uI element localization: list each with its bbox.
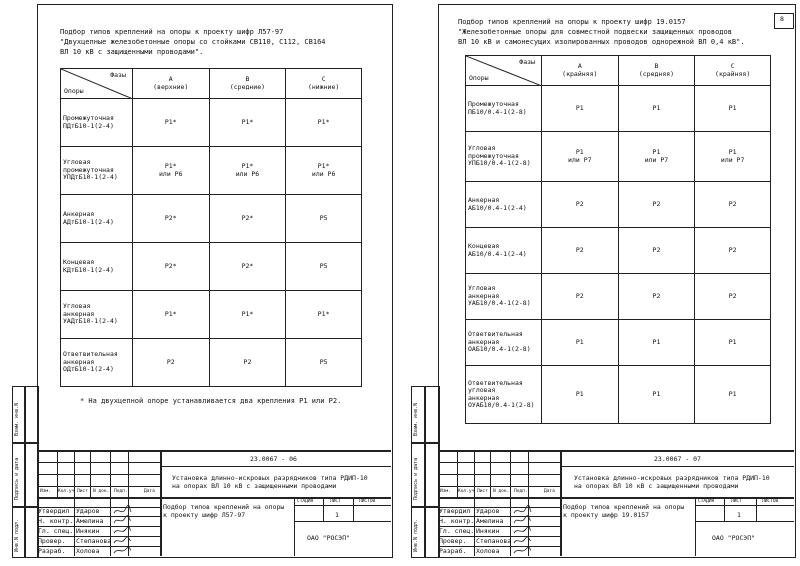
right-stamp-doc: Подбор типов креплений на опоры к проекту шифр 19.0157 [563, 503, 685, 519]
table-row: Ответвительная анкерная ОДтБ10-1(2-4) Р2 Р2 Р5 [61, 339, 362, 387]
page-number-box [774, 13, 794, 29]
name-label: Степанова [476, 537, 512, 545]
name-label: Инякин [476, 527, 500, 535]
left-stamp-doc: Подбор типов креплений на опоры к проекту шифр Л57-97 [163, 503, 285, 519]
left-stamp-code: 23.0067 - 06 [250, 455, 297, 463]
right-header-2: "Железобетонные опоры для совместной подвески защищенных проводов [458, 28, 732, 36]
left-side-box-6 [24, 506, 39, 558]
table-row: Концевая КДтБ10-1(2-4) Р2* Р2* Р5 [61, 243, 362, 291]
rev-col-label: Изм. [440, 489, 451, 494]
rev-col-label: Дата [144, 489, 155, 494]
left-corner-top: Фазы [110, 71, 126, 79]
rev-col-label: Кол.уч [458, 489, 475, 494]
left-header-3: ВЛ 10 кВ с защищенными проводами". [60, 48, 204, 56]
role-label: Разраб. [439, 547, 467, 555]
stamp-sheet-label: ЛИСТ [731, 499, 742, 504]
rev-col-label: Дата [544, 489, 555, 494]
table-row: Угловая анкерная УАБ10/0.4-1(2-8) Р2 Р2 Р2 [466, 274, 771, 320]
role-label: Провер. [38, 537, 66, 545]
name-label: Степанова [76, 537, 112, 545]
left-stamp-title: Установка длинно-искровых разрядников типа РДИП-10 на опорах ВЛ 10 кВ с защищенными проводами [172, 474, 368, 490]
rev-col-label: Подп. [514, 489, 528, 494]
right-signatures [512, 505, 532, 555]
right-sheet [402, 0, 800, 566]
right-corner-cell [466, 56, 542, 86]
role-label: Разраб. [38, 547, 66, 555]
stamp-stage-label: СТАДИЯ [698, 499, 715, 504]
right-side-box-2 [424, 386, 440, 444]
rev-col-label: Лист [477, 489, 488, 494]
right-stamp-title: Установка длинно-искровых разрядников типа РДИП-10 на опорах ВЛ 10 кВ с защищенными проводами [574, 474, 770, 490]
stamp-stage-label: СТАДИЯ [297, 499, 314, 504]
right-corner-top: Фазы [519, 58, 535, 66]
right-side-label-2: Подпись и дата [413, 457, 419, 500]
right-stamp-org: ОАО "РОСЭП" [712, 534, 756, 542]
right-side-label-1: Взам. инв.N [413, 402, 419, 436]
right-header-1: Подбор типов креплений на опоры к проекту шифр 19.0157 [458, 18, 686, 26]
right-side-label-3: Инв.N подл. [413, 518, 419, 552]
left-side-box-2 [24, 386, 39, 444]
table-row: Анкерная АБ10/0.4-1(2-4) Р2 Р2 Р2 [466, 182, 771, 228]
left-header-1: Подбор типов креплений на опоры к проекту шифр Л57-97 [60, 28, 284, 36]
left-sheet [0, 0, 398, 566]
rev-col-label: Изм. [40, 489, 51, 494]
left-col-b: В (средние) [209, 69, 286, 99]
rev-col-label: N док. [93, 489, 110, 494]
right-header-3: ВЛ 10 кВ и самонесущих изолированных проводов однорежной ВЛ 0,4 кВ". [458, 38, 745, 46]
left-side-label-2: Подпись и дата [14, 457, 20, 500]
rev-col-label: N док. [493, 489, 510, 494]
rev-col-label: Лист [77, 489, 88, 494]
left-side-label-3: Инв.N подл. [14, 518, 20, 552]
rev-col-label: Кол.уч [58, 489, 75, 494]
left-side-label-1: Взам. инв.N [14, 402, 20, 436]
table-row: Ответвительная угловая анкерная ОУАБ10/0.4-1(2-8) Р1 Р1 Р1 [466, 366, 771, 424]
name-label: Ударов [76, 507, 100, 515]
rev-col-label: Подп. [114, 489, 128, 494]
left-col-a: А (верхние) [132, 69, 209, 99]
left-corner-bottom: Опоры [64, 86, 84, 95]
right-stamp-code: 23.0067 - 07 [654, 455, 701, 463]
role-label: Н. контр. [38, 517, 74, 525]
table-row: Угловая промежуточная УПДтБ10-1(2-4) Р1* или Р6 Р1* или Р6 Р1* или Р6 [61, 147, 362, 195]
name-label: Холова [476, 547, 500, 555]
stamp-sheets-label: ЛИСТОВ [762, 499, 779, 504]
left-signatures [112, 505, 132, 555]
table-row: Ответвительная анкерная ОАБ10/0.4-1(2-8) Р1 Р1 Р1 [466, 320, 771, 366]
stamp-sheets-label: ЛИСТОВ [359, 499, 376, 504]
role-label: Н. контр. [439, 517, 475, 525]
left-header-2: "Двухцепные железобетонные опоры со стойками СВ110, С112, СВ164 [60, 38, 326, 46]
role-label: Гл. спец. [38, 527, 74, 535]
left-stamp-sheet-number: 1 [335, 511, 339, 519]
right-stamp-sheet-number: 1 [737, 511, 741, 519]
name-label: Амелина [476, 517, 504, 525]
left-col-c: С (нижние) [286, 69, 362, 99]
name-label: Холова [76, 547, 100, 555]
right-col-b: В (средняя) [618, 56, 695, 86]
role-label: Утвердил [439, 507, 471, 515]
name-label: Амелина [76, 517, 104, 525]
right-side-box-6 [424, 506, 440, 558]
left-table [60, 68, 362, 387]
table-row: Угловая промежуточная УПБ10/0.4-1(2-8) Р1 или Р7 Р1 или Р7 Р1 или Р7 [466, 132, 771, 182]
name-label: Ударов [476, 507, 500, 515]
right-table [465, 55, 771, 424]
right-col-a: А (крайняя) [541, 56, 618, 86]
table-row: Концевая АБ10/0.4-1(2-4) Р2 Р2 Р2 [466, 228, 771, 274]
right-corner-bottom: Опоры [469, 73, 489, 82]
role-label: Провер. [439, 537, 467, 545]
stamp-sheet-label: ЛИСТ [330, 499, 341, 504]
role-label: Утвердил [38, 507, 70, 515]
table-row: Анкерная АДтБ10-1(2-4) Р2* Р2* Р5 [61, 195, 362, 243]
name-label: Инякин [76, 527, 100, 535]
left-stamp-org: ОАО "РОСЭП" [307, 534, 351, 542]
role-label: Гл. спец. [439, 527, 475, 535]
table-row: Промежуточная ПДтБ10-1(2-4) Р1* Р1* Р1* [61, 99, 362, 147]
table-row: Промежуточная ПБ10/0.4-1(2-8) Р1 Р1 Р1 [466, 86, 771, 132]
right-col-c: С (крайняя) [695, 56, 771, 86]
left-corner-cell [61, 69, 133, 99]
table-row: Угловая анкерная УАДтБ10-1(2-4) Р1* Р1* Р1* [61, 291, 362, 339]
left-footnote: * На двухцепной опоре устанавливается два крепления Р1 или Р2. [80, 397, 342, 405]
page-number: 8 [780, 15, 784, 23]
